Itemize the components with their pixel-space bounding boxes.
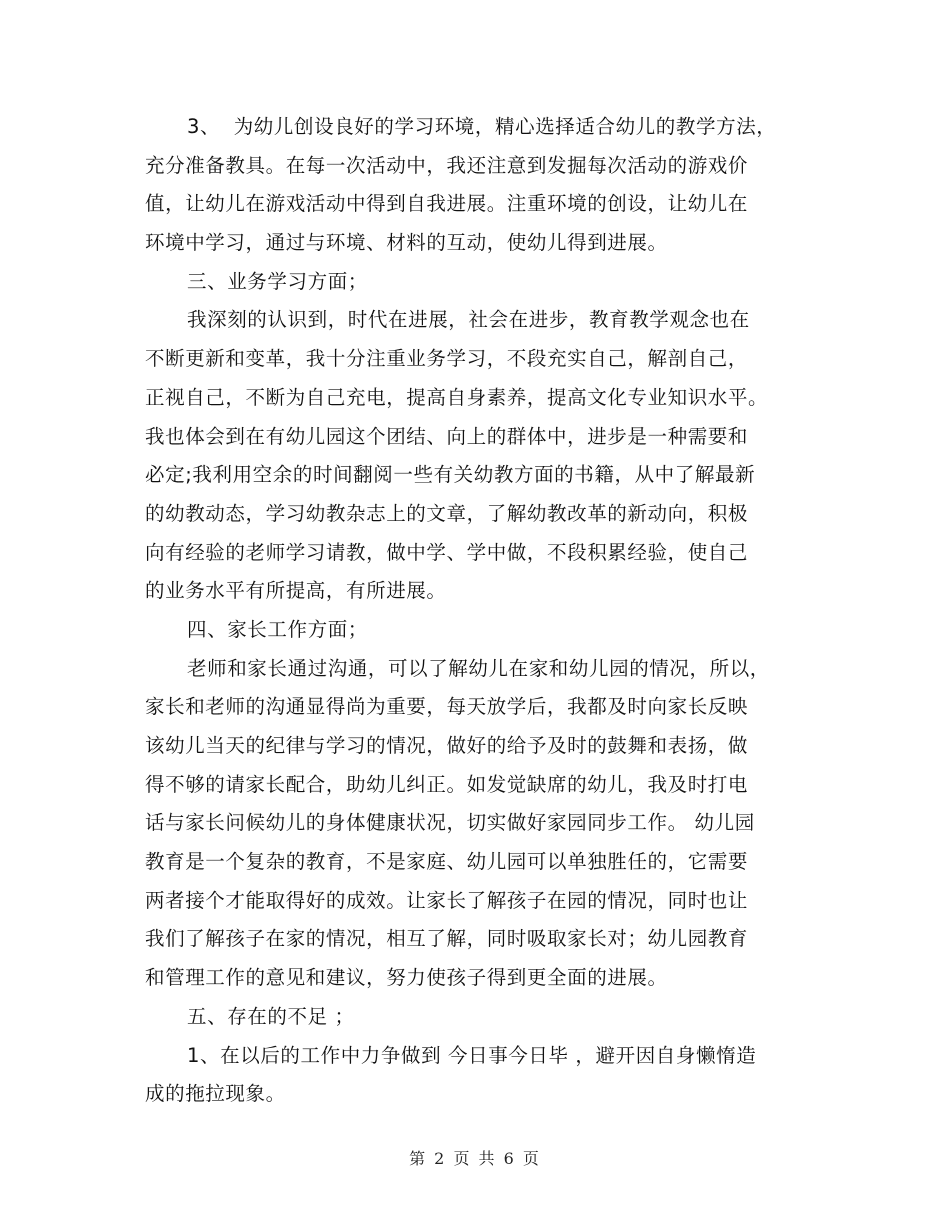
- section-heading: 五、存在的不足 ；: [187, 1004, 355, 1028]
- section-heading: 三、业务学习方面；: [187, 269, 368, 293]
- document-body: [0, 108, 950, 1114]
- paragraph-line: 正视自己，不断为自己充电，提高自身素养，提高文化专业知识水平。: [145, 385, 769, 409]
- paragraph-line: 充分准备教具。在每一次活动中，我还注意到发掘每次活动的游戏价: [145, 153, 749, 177]
- paragraph-line: 我们了解孩子在家的情况，相互了解，同时吸取家长对；幼儿园教育: [145, 927, 749, 951]
- paragraph-line: 我深刻的认识到，时代在进展，社会在进步，教育教学观念也在: [187, 308, 750, 332]
- paragraph-line: 话与家长问候幼儿的身体健康状况，切实做好家园同步工作。 幼儿园: [145, 811, 755, 835]
- paragraph-line: 和管理工作的意见和建议，努力使孩子得到更全面的进展。: [145, 966, 668, 990]
- paragraph-line: 该幼儿当天的纪律与学习的情况，做好的给予及时的鼓舞和表扬，做: [145, 734, 749, 757]
- paragraph-line: 成的拖拉现象。: [145, 1082, 286, 1106]
- paragraph-line: 向有经验的老师学习请教，做中学、学中做，不段积累经验，使自己: [145, 540, 749, 564]
- paragraph-line: 的业务水平有所提高，有所进展。: [145, 579, 447, 603]
- paragraph-line: 教育是一个复杂的教育，不是家庭、幼儿园可以单独胜任的，它需要: [145, 850, 749, 874]
- paragraph-line: 老师和家长通过沟通，可以了解幼儿在家和幼儿园的情况，所以，: [187, 656, 770, 680]
- paragraph-line: 家长和老师的沟通显得尚为重要，每天放学后，我都及时向家长反映: [145, 695, 749, 719]
- paragraph-line: 的幼教动态，学习幼教杂志上的文章，了解幼教改革的新动向，积极: [145, 501, 749, 525]
- page-footer: 第 2 页 共 6 页: [409, 1149, 541, 1168]
- paragraph-line: 环境中学习，通过与环境、材料的互动，使幼儿得到进展。: [145, 231, 668, 255]
- paragraph-line: 我也体会到在有幼儿园这个团结、向上的群体中，进步是一种需要和: [145, 424, 749, 448]
- paragraph-line: 得不够的请家长配合，助幼儿纠正。如发觉缺席的幼儿，我及时打电: [145, 772, 749, 796]
- paragraph-line: 1、在以后的工作中力争做到 今日事今日毕 ，避开因自身懒惰造: [187, 1043, 757, 1067]
- paragraph-line: 不断更新和变革，我十分注重业务学习，不段充实自己，解剖自己，: [145, 347, 749, 371]
- paragraph-line: 3、 为幼儿创设良好的学习环境，精心选择适合幼儿的教学方法，: [187, 115, 777, 138]
- paragraph-line: 两者接个才能取得好的成效。让家长了解孩子在园的情况，同时也让: [145, 888, 749, 912]
- section-heading: 四、家长工作方面；: [187, 617, 368, 641]
- paragraph-line: 必定;我利用空余的时间翻阅一些有关幼教方面的书籍，从中了解最新: [145, 463, 756, 487]
- paragraph-line: 值，让幼儿在游戏活动中得到自我进展。注重环境的创设，让幼儿在: [145, 192, 749, 216]
